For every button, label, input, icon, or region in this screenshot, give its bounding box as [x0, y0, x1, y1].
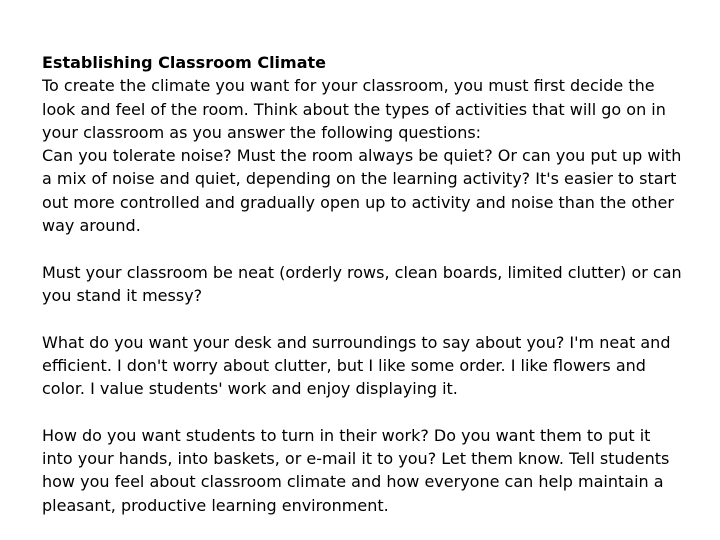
text-body [42, 51, 682, 517]
intro-paragraph: To create the climate you want for your classroom, you must first decide the look and feel of the room. Think about the types of activities that will go on in your classroom as you answer the following questions: [42, 76, 666, 142]
neatness-paragraph: Must your classroom be neat (orderly rows, clean boards, limited clutter) or can you stand it messy? [42, 262, 682, 305]
work-submission-paragraph: How do you want students to turn in their work? Do you want them to put it into your hands, into baskets, or e-mail it to you? Let them know. Tell students how you feel about classroom climate and how everyone can help maintain a pleasant, productive learning environment. [42, 425, 670, 515]
desk-paragraph: What do you want your desk and surroundings to say about you? I'm neat and efficient. I don't worry about clutter, but I like some order. I like flowers and color. I value students' work and enjoy displaying it. [42, 332, 671, 399]
noise-paragraph: Can you tolerate noise? Must the room always be quiet? Or can you put up with a mix of noise and quiet, depending on the learning activity? It's easier to start out more controlled and gradually open up to activity and noise than the other way around. [42, 146, 682, 236]
page-title: Establishing Classroom Climate [42, 53, 326, 72]
